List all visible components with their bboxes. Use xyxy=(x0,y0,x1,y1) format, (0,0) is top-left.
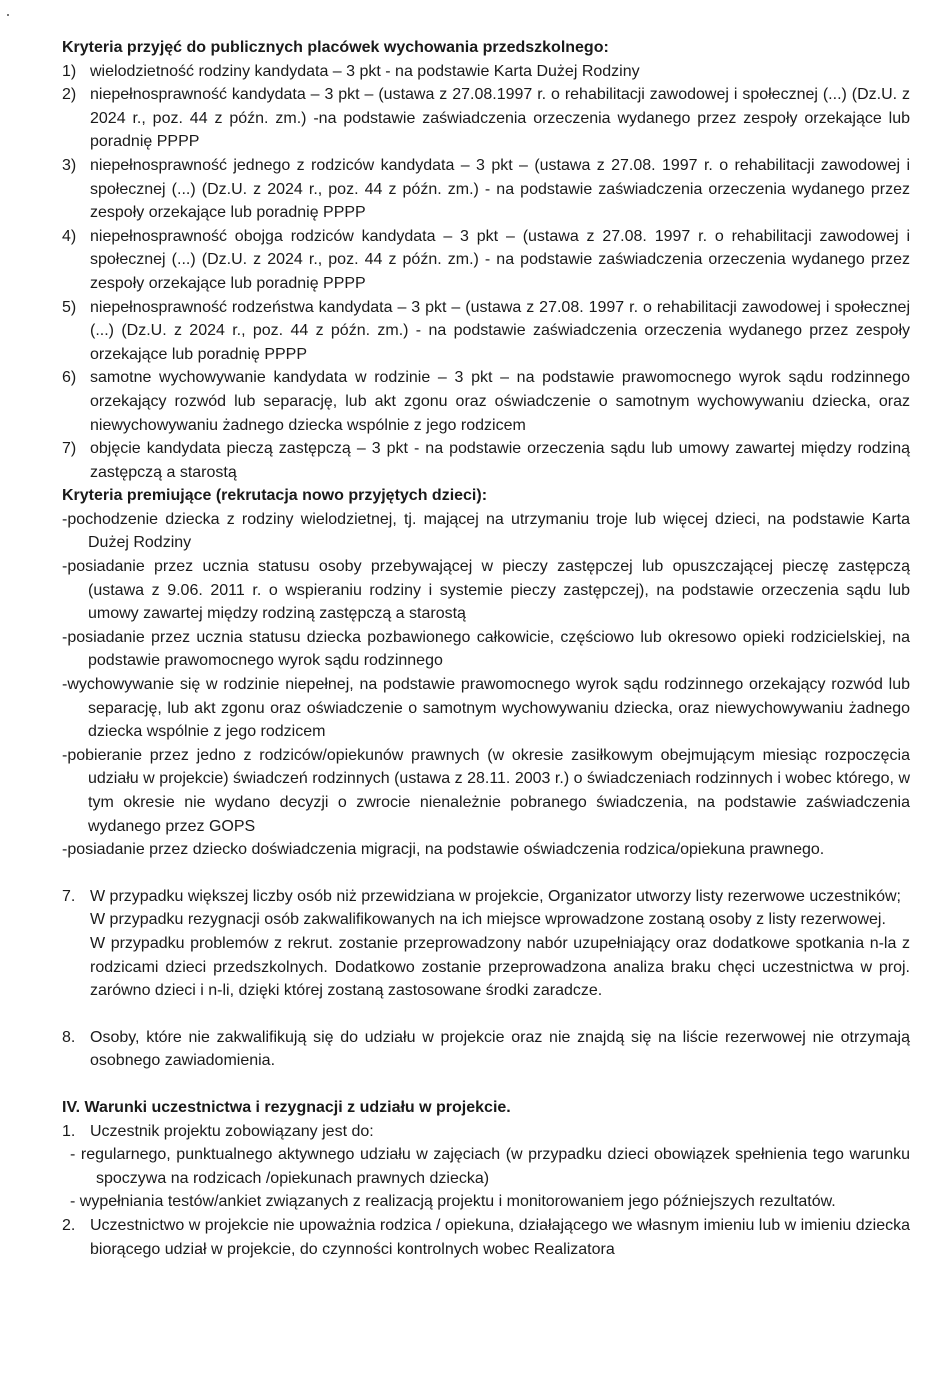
section-point-8 xyxy=(62,1026,910,1073)
list-item: -posiadanie przez ucznia statusu dziecka pozbawionego całkowicie, częściowo lub okresowo opieki rodzicielskiej, na podstawie prawomocnego wyrok sądu rodzinnego xyxy=(62,628,910,670)
item-text: objęcie kandydata pieczą zastępczą – 3 pkt - na podstawie orzeczenia sądu lub umowy zawartej między rodziną zastępczą a starostą xyxy=(90,440,910,481)
bonus-criteria-list xyxy=(62,508,910,862)
item-text: Uczestnik projektu zobowiązany jest do: xyxy=(90,1122,374,1140)
list-item xyxy=(62,154,910,225)
item-text: wielodzietność rodziny kandydata – 3 pkt - na podstawie Karta Dużej Rodziny xyxy=(90,62,640,80)
list-item xyxy=(62,366,910,437)
item-text: samotne wychowywanie kandydata w rodzinie – 3 pkt – na podstawie prawomocnego wyrok sądu rodzinnego orzekający rozwód lub separację, lub akt zgonu oraz oświadczenie o samotnym wychowywaniu dziecka, oraz niewychowywaniu żadnego dziecka wspólnie z jego rodzicem xyxy=(90,369,910,434)
admission-criteria-list xyxy=(62,60,910,485)
item-number: 1. xyxy=(62,1122,76,1140)
resignation-text: W przypadku rezygnacji osób zakwalifikowanych na ich miejsce wprowadzone zostaną osoby z listy rezerwowej. xyxy=(90,911,886,929)
item-number: 1) xyxy=(62,62,77,80)
item-number: 2. xyxy=(62,1216,76,1234)
section-iv-point-1 xyxy=(62,1120,910,1144)
item-text: niepełnosprawność kandydata – 3 pkt – (ustawa z 27.08.1997 r. o rehabilitacji zawodowej i społecznej (...) (Dz.U. z 2024 r., poz. 44 z późn. zm.) -na podstawie zaświadczenia orzeczenia wydanego przez zespoły orzekające lub poradnię PPPP xyxy=(90,86,910,151)
list-item xyxy=(62,83,910,154)
list-item xyxy=(62,437,910,484)
item-number: 2) xyxy=(62,86,77,104)
list-item: -pobieranie przez jedno z rodziców/opiekunów prawnych (w okresie zasiłkowym obejmującym miesiąc rozpoczęcia udziału w projekcie) świadczeń rodzinnych (ustawa z 28.11. 2003 r.) o świadczeniach rodzinnych i wobec którego, w tym okresie nie wydano decyzji o zwrocie nienależnie pobranego świadczenia, na podstawie zaświadczenia wydanego przez GOPS xyxy=(62,746,910,835)
section-point-7 xyxy=(62,885,910,1003)
item-number: 7) xyxy=(62,440,77,458)
list-item xyxy=(62,296,910,367)
section-iv-heading: IV. Warunki uczestnictwa i rezygnacji z udziału w projekcie. xyxy=(62,1098,511,1116)
list-item: -posiadanie przez ucznia statusu osoby przebywającej w pieczy zastępczej lub opuszczającej pieczę zastępczą (ustawa z 9.06. 2011 r. o wspieraniu rodziny i systemie pieczy zastępczej), na podstawie orzeczenia sądu lub umowy zawartej między rodziną zastępczą a starostą xyxy=(62,558,910,623)
list-item: -wychowywanie się w rodzinie niepełnej, na podstawie prawomocnego wyrok sądu rodzinnego orzekający rozwód lub separację, lub akt zgonu oraz oświadczenie o samotnym wychowywaniu dziecka, oraz niewychowywaniu żadnego dziecka wspólnie z jego rodzicem xyxy=(62,676,910,741)
item-text: niepełnosprawność jednego z rodziców kandydata – 3 pkt – (ustawa z 27.08. 1997 r. o rehabilitacji zawodowej i społecznej (...) (Dz.U. z 2024 r., poz. 44 z późn. zm.) - na podstawie zaświadczenia orzeczenia wydanego przez zespoły orzekające lub poradnię PPPP xyxy=(90,156,910,222)
item-text: niepełnosprawność rodzeństwa kandydata – 3 pkt – (ustawa z 27.08. 1997 r. o rehabilitacji zawodowej i społecznej (...) (Dz.U. z 2024 r., poz. 44 z późn. zm.) - na podstawie zaświadczenia orzeczenia wydanego przez zespoły orzekające lub poradnię PPPP xyxy=(90,298,910,363)
scan-speck xyxy=(7,14,9,16)
spacer xyxy=(62,862,910,885)
point-7-body xyxy=(90,885,910,1003)
reserve-list-text: W przypadku większej liczby osób niż przewidziana w projekcie, Organizator utworzy listy rezerwowe uczestników; xyxy=(90,887,901,905)
bonus-criteria-heading: Kryteria premiujące (rekrutacja nowo przyjętych dzieci): xyxy=(62,487,488,505)
list-item: - wypełniania testów/ankiet związanych z realizacją projektu i monitorowaniem jego późniejszych rezultatów. xyxy=(70,1193,836,1211)
item-number: 3) xyxy=(62,156,77,174)
item-number: 7. xyxy=(62,887,76,905)
admission-criteria-heading: Kryteria przyjęć do publicznych placówek wychowania przedszkolnego: xyxy=(62,39,609,56)
item-text: niepełnosprawność obojga rodziców kandydata – 3 pkt – (ustawa z 27.08. 1997 r. o rehabilitacji zawodowej i społecznej (...) (Dz.U. z 2024 r., poz. 44 z późn. zm.) - na podstawie zaświadczenia orzeczenia wydanego przez zespoły orzekające lub poradnię PPPP xyxy=(90,227,910,292)
item-number: 4) xyxy=(62,227,77,245)
recruitment-problems-text: W przypadku problemów z rekrut. zostanie przeprowadzony nabór uzupełniający oraz dodatkowe spotkania n-la z rodzicami dzieci przedszkolnych. Dodatkowo zostanie przeprowadzona analiza braku chęci uczestnictwa w proj. zarówno dzieci i n-li, dzięki której zostaną zastosowane środki zaradcze. xyxy=(90,934,910,1000)
item-number: 6) xyxy=(62,369,77,387)
list-item: -posiadanie przez dziecko doświadczenia migracji, na podstawie oświadczenia rodzica/opiekuna prawnego. xyxy=(62,841,825,859)
item-number: 5) xyxy=(62,298,77,316)
item-number: 8. xyxy=(62,1028,76,1046)
item-text: Uczestnictwo w projekcie nie upoważnia rodzica / opiekuna, działającego we własnym imieniu lub w imieniu dziecka biorącego udział w projekcie, do czynności kontrolnych wobec Realizatora xyxy=(90,1216,910,1258)
item-text: Osoby, które nie zakwalifikują się do udziału w projekcie oraz nie znajdą się na liście rezerwowej nie otrzymają osobnego zawiadomienia. xyxy=(90,1028,910,1070)
spacer xyxy=(62,1073,910,1096)
document-page xyxy=(62,36,910,1261)
list-item xyxy=(62,60,910,84)
section-iv-point-2 xyxy=(62,1214,910,1261)
list-item: -pochodzenie dziecka z rodziny wielodzietnej, tj. mającej na utrzymaniu troje lub więcej dzieci, na podstawie Karta Dużej Rodziny xyxy=(62,510,910,552)
spacer xyxy=(62,1003,910,1026)
obligations-list xyxy=(62,1143,910,1214)
list-item xyxy=(62,225,910,296)
list-item: - regularnego, punktualnego aktywnego udziału w zajęciach (w przypadku dzieci obowiązek spełnienia tego warunku spoczywa na rodzicach /opiekunach prawnych dziecka) xyxy=(70,1146,910,1187)
